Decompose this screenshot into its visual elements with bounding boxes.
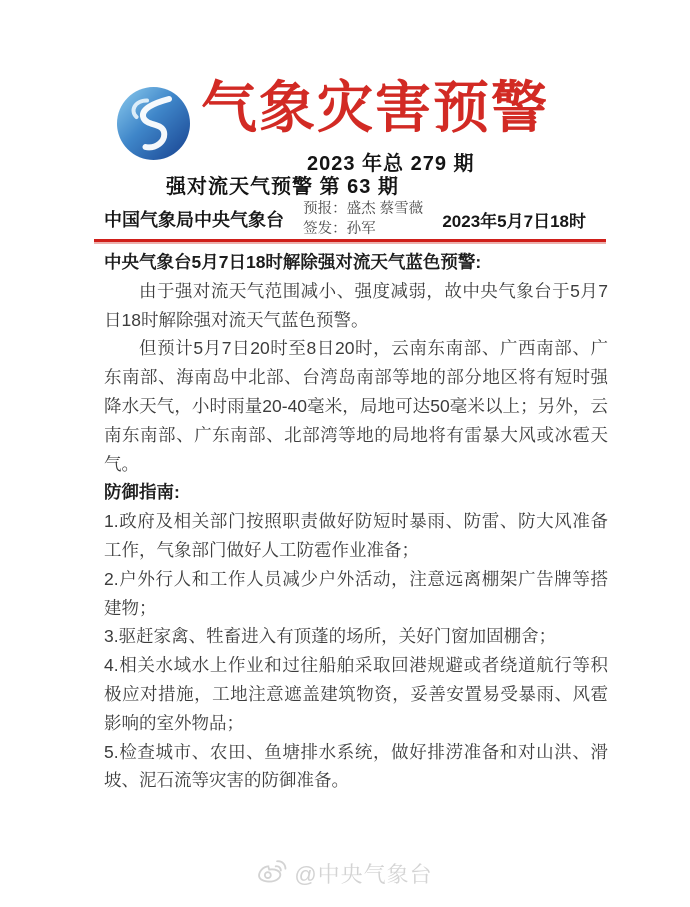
- watermark: [0, 858, 690, 889]
- weibo-icon: [257, 858, 287, 889]
- guide-item: 1.政府及相关部门按照职责做好防短时暴雨、防雷、防大风准备工作，气象部门做好人工防雹作业准备；: [104, 511, 608, 560]
- issue-datetime: 2023年5月7日18时: [442, 211, 586, 231]
- issuer-row: [104, 197, 586, 241]
- body-paragraph: 但预计5月7日20时至8日20时，云南东南部、广西南部、广东南部、海南岛中北部、台湾岛南部等地的部分地区将有短时强降水天气，小时雨量20-40毫米，局地可达50毫米以上；另外，云南东南部、广东南部、北部湾等地的局地将有雷暴大风或冰雹天气。: [104, 338, 608, 474]
- header-divider: [94, 239, 606, 242]
- signer-line: [303, 219, 423, 239]
- guide-item: 3.驱赶家禽、牲畜进入有顶蓬的场所，关好门窗加固棚舍；: [104, 626, 557, 647]
- forecaster-label: 预报：: [303, 201, 347, 217]
- watermark-text: @中央气象台: [294, 862, 433, 887]
- sign-block: [303, 199, 423, 239]
- forecaster-line: [303, 199, 423, 219]
- guide-title: 防御指南:: [104, 482, 180, 503]
- guide-item: 2.户外行人和工作人员减少户外活动，注意远离棚架广告牌等搭建物；: [104, 568, 608, 618]
- cma-logo-icon: [116, 86, 191, 161]
- signer-label: 签发：: [303, 221, 347, 237]
- alert-headline: 中央气象台5月7日18时解除强对流天气蓝色预警:: [104, 252, 482, 272]
- signer-name: 孙军: [346, 221, 376, 237]
- guide-item: 4.相关水域水上作业和过往船舶采取回港规避或者绕道航行等积极应对措施，工地注意遮盖建筑物资，妥善安置易受暴雨、风雹影响的室外物品；: [104, 655, 608, 733]
- masthead-title: 气象灾害预警: [201, 78, 549, 140]
- guide-item: 5.检查城市、农田、鱼塘排水系统，做好排涝准备和对山洪、滑坡、泥石流等灾害的防御准备。: [104, 741, 608, 791]
- issuer-name: 中国气象局中央气象台: [104, 210, 284, 230]
- issue-number-warning: 强对流天气预警 第 63 期: [166, 176, 399, 198]
- document-body: [104, 248, 608, 795]
- body-paragraph: 由于强对流天气范围减小、强度减弱，故中央气象台于5月7日18时解除强对流天气蓝色预警。: [104, 280, 608, 330]
- forecaster-names: 盛杰 蔡雪薇: [346, 201, 424, 217]
- issue-number-year: 2023 年总 279 期: [307, 153, 475, 175]
